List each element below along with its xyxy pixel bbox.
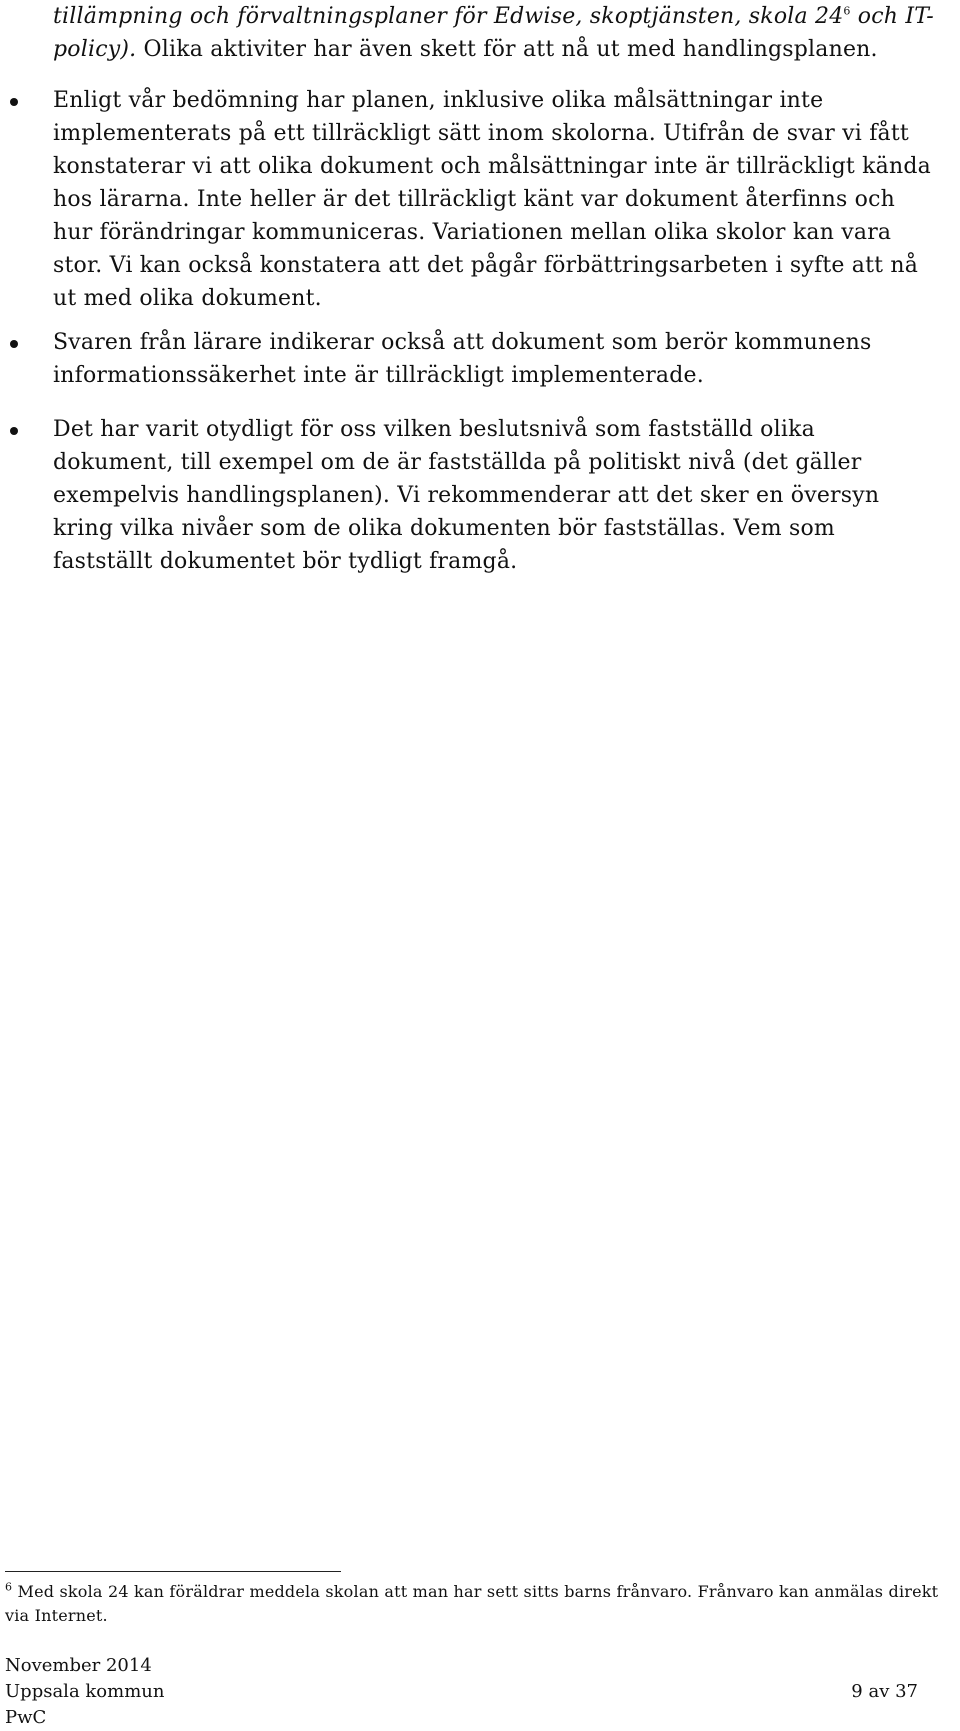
footnote-reference: 6	[843, 4, 851, 18]
intro-italic-line2: policy).	[53, 37, 137, 62]
intro-italic-tail: och IT-	[850, 4, 934, 29]
bullet-item: Enligt vår bedömning har planen, inklusive olika målsättningar inte implementerats på ett tillräckligt sätt inom skolorna. Utifrån de svar vi fått konstaterar vi att olika dokument och målsättningar inte är tillräckligt kända hos lärarna. Inte heller är det tillräckligt känt var dokument återfinns och hur förändringar kommuniceras. Variationen mellan olika skolor kan vara stor. Vi kan också konstatera att det pågår förbättringsarbeten i syfte att nå ut med olika dokument.	[53, 88, 931, 311]
footer-date: November 2014	[5, 1655, 152, 1676]
footer-organization: Uppsala kommun	[5, 1681, 165, 1702]
footnote-number: 6	[5, 1580, 13, 1594]
bullet-item: Svaren från lärare indikerar också att dokument som berör kommunens informationssäkerhet inte är tillräckligt implementerade.	[53, 330, 872, 388]
bullet-icon	[10, 427, 18, 435]
bullet-item: Det har varit otydligt för oss vilken beslutsnivå som fastställd olika dokument, till exempel om de är fastställda på politiskt nivå (det gäller exempelvis handlingsplanen). Vi rekommenderar att det sker en översyn kring vilka nivåer som de olika dokumenten bör fastställas. Vem som fastställt dokumentet bör tydligt framgå.	[53, 417, 880, 574]
bullet-icon	[10, 98, 18, 106]
page-number: 9 av 37	[851, 1681, 918, 1702]
footnote-text: Med skola 24 kan föräldrar meddela skolan att man har sett sitts barns frånvaro. Frånvaro kan anmälas direkt via Internet.	[5, 1582, 939, 1625]
bullet-icon	[10, 340, 18, 348]
page-footer	[5, 1653, 950, 1731]
intro-italic-lead: tillämpning och förvaltningsplaner för Edwise, skoptjänsten, skola 24	[53, 4, 844, 29]
footnote	[5, 1580, 950, 1628]
footnote-divider	[5, 1571, 341, 1572]
footer-firm: PwC	[5, 1707, 47, 1728]
intro-regular-text: Olika aktiviter har även skett för att nå ut med handlingsplanen.	[136, 37, 878, 62]
